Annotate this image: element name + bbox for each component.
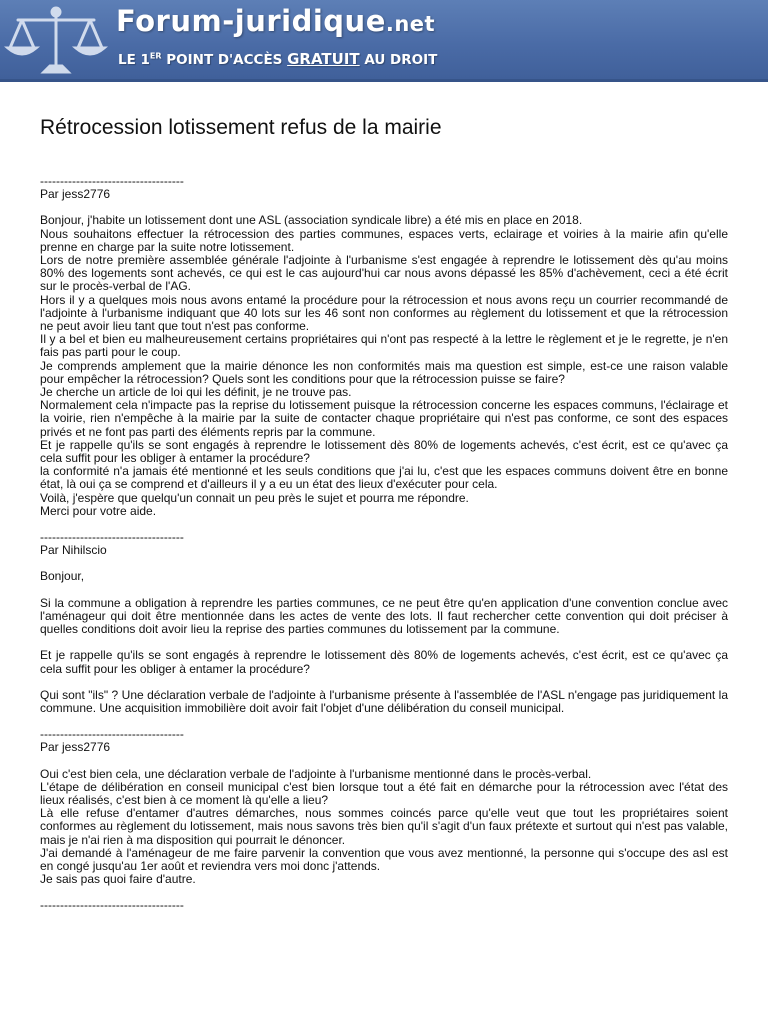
page-title: Rétrocession lotissement refus de la mairie [40,116,442,139]
forum-post [40,175,728,518]
site-banner[interactable] [0,0,768,82]
post-paragraph: Bonjour, [40,569,85,584]
tagline-free: GRATUIT [287,50,360,68]
post-paragraph: Qui sont "ils" ? Une déclaration verbale de l'adjointe à l'urbanisme présente à l'assemblée de l'ASL n'engage pas juridiquement la commune. Une acquisition immobilière doit avoir fait l'objet d'une délibération du conseil municipal. [40,687,728,715]
post-separator: ------------------------------------ [40,898,184,913]
post-author: Par Nihilscio [40,543,107,558]
page-content [40,82,728,913]
post-paragraph: Si la commune a obligation à reprendre les parties communes, ce ne peut être qu'en application d'une convention conclue avec l'aménageur qui doit être mentionnée dans les actes de vente des lots. Il faut rechercher cette convention qui doit préciser à quelles conditions doit avoir lieu la reprise des parties communes du lotissement par la commune. [40,595,728,637]
scales-of-justice-icon [4,2,108,80]
forum-post [40,728,728,886]
site-logo-text[interactable] [116,4,435,38]
post-separator: ------------------------------------ [40,174,184,188]
tagline-sup: ER [149,51,162,61]
tagline-before: LE 1 [118,52,150,68]
tagline-mid: POINT D'ACCÈS [161,52,288,68]
post-paragraph: Oui c'est bien cela, une déclaration verbale de l'adjointe à l'urbanisme mentionné dans le procès-verbal. L'étape de délibération en conseil municipal c'est bien lorsque tout a été fait en démarche pour la rétrocession avec l'état des lieux réalisés, c'est bien à ce moment là qu'elle a lieu? Là elle refuse d'entamer d'autres démarches, nous sommes coincés parce qu'elle veut que tout les propriétaires soient conformes au règlement du lotissement, mais nous savons très bien qu'il s'agit d'un faux prétexte et surtout qui n'est pas valable, mais je n'ai rien à ma disposition qui pourrait le dénoncer. J'ai demandé à l'aménageur de me faire parvenir la convention que vous avez mentionné, la personne qui s'occupe des asl est en congé jusqu'au 1er août et reviendra vers moi donc j'attends. Je sais pas quoi faire d'autre. [40,766,728,887]
post-list [40,175,728,913]
forum-post [40,531,728,715]
site-tld: .net [385,12,436,36]
post-author: Par jess2776 [40,187,111,202]
site-name: Forum-juridique [116,4,386,38]
post-paragraph: Bonjour, j'habite un lotissement dont une ASL (association syndicale libre) a été mis en place en 2018. Nous souhaitons effectuer la rétrocession des parties communes, espaces verts, eclairage et voiries à la mairie afin qu'elle prenne en charge par la suite notre lotissement. Lors de notre première assemblée générale l'adjointe à l'urbanisme s'est engagée à reprendre le lotissement dès qu'au moins 80% des logements sont achevés, ce qui est le cas aujourd'hui car nous avons dépassé les 85% d'achèvement, ceci a été écrit sur le procès-verbal de l'AG. Hors il y a quelques mois nous avons entamé la procédure pour la rétrocession et nous avons reçu un courrier recommandé de l'adjointe à l'urbanisme indiquant que 40 lots sur les 46 sont non conformes au règlement du lotissement et que la rétrocession ne peut avoir lieu tant que tout n'est pas conforme. Il y a bel et bien eu malheureusement certains propriétaires qui n'ont pas respecté à la lettre le règlement et je le regrette, je n'en fais pas parti pour le coup. Je comprends amplement que la mairie dénonce les non conformités mais ma question est simple, est-ce une raison valable pour empêcher la rétrocession? Quels sont les conditions pour que la rétrocession puisse se faire? Je cherche un article de loi qui les définit, je ne trouve pas. Normalement cela n'impacte pas la reprise du lotissement puisque la rétrocession concerne les espaces communs, l'éclairage et la voirie, rien n'empêche à la mairie par la suite de contacter chaque propriétaire qui n'est pas conforme, ce sont des espaces privés et ne font pas parti des éléments repris par la commune. Et je rappelle qu'ils se sont engagés à reprendre le lotissement dès 80% de logements achevés, c'est écrit, est ce qu'avec ça cela suffit pour les obliger à entamer la procédure? la conformité n'a jamais été mentionné et les seuls conditions que j'ai lu, c'est que les espaces communs doivent être en bonne état, là oui ça se comprend et d'ailleurs il y a eu un état des lieux d'exécuter pour cela. Voilà, j'espère que quelqu'un connait un peu près le sujet et pourra me répondre. Merci pour votre aide. [40,213,728,518]
post-separator: ------------------------------------ [40,727,184,742]
post-author: Par jess2776 [40,740,111,755]
post-paragraph: Et je rappelle qu'ils se sont engagés à reprendre le lotissement dès 80% de logements achevés, c'est écrit, est ce qu'avec ça cela suffit pour les obliger à entamer la procédure? [40,648,728,676]
post-separator: ------------------------------------ [40,530,184,545]
site-tagline [118,50,437,68]
tagline-after: AU DROIT [359,52,438,68]
